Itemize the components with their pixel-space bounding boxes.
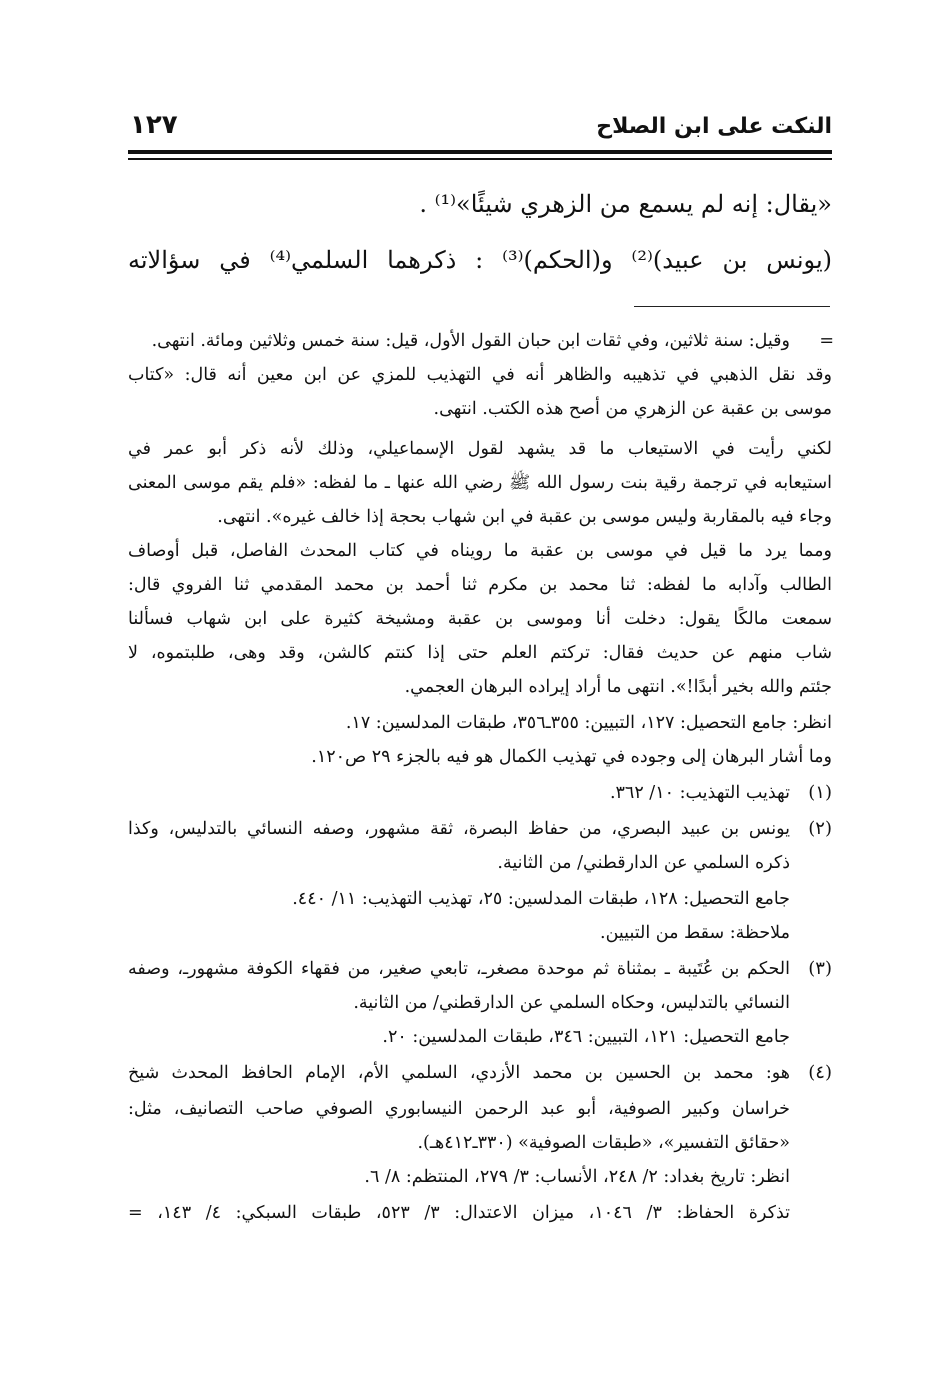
footnote-line: وجاء فيه بالمقاربة وليس موسى بن عقبة في ابن شهاب بحجة إذا خالف غيره». انتهى. [217, 507, 832, 527]
main-text-line: (يونس بن عبيد)⁽²⁾ و(الحكم)⁽³⁾ : ذكرهما السلمي⁽⁴⁾ في سؤالاته [128, 246, 832, 274]
main-text-line: «يقال: إنه لم يسمع من الزهري شيئًا»⁽¹⁾ . [419, 190, 832, 218]
footnote-line: جامع التحصيل: ١٢١، التبيين: ٣٤٦، طبقات المدلسين: ٢٠. [382, 1027, 790, 1047]
page-number: ١٢٧ [130, 110, 178, 140]
footnote-line: ذكره السلمي عن الدارقطني/ من الثانية. [497, 853, 790, 873]
footnote-line: ومما يرد ما قيل في موسى بن عقبة ما رويناه في كتاب المحدث الفاصل، قبل أوصاف [128, 541, 832, 561]
footnote-number: (٤) [808, 1062, 832, 1083]
footnote-line: وقد نقل الذهبي في تذهيبه والظاهر أنه في التهذيب للمزي عن ابن معين أنه قال: «كتاب [128, 365, 832, 385]
footnote-line: لكني رأيت في الاستيعاب ما قد يشهد لقول الإسماعيلي، وذلك لأنه ذكر أبو عمر في [128, 439, 832, 459]
header-rule-thick [128, 150, 832, 154]
footnote-line: «حقائق التفسير»، «طبقات الصوفية» (٣٣٠ـ٤١٢هـ). [417, 1133, 790, 1153]
footnote-line: استيعابه في ترجمة رقية بنت رسول الله ﷺ رضي الله عنها ـ ما لفظه: «فلم يقم موسى المعنى [128, 473, 832, 493]
footnote-line: تذكرة الحفاظ: ٣/ ١٠٤٦، ميزان الاعتدال: ٣/ ٥٢٣، طبقات السبكي: ٤/ ١٤٣، = [128, 1203, 790, 1223]
footnote-line: الطالب وآدابه ما لفظه: ثنا محمد بن مكرم ثنا أحمد بن محمد المقدمي ثنا الفروي قال: [128, 575, 832, 595]
footnote-line: موسى بن عقبة عن الزهري من أصح هذه الكتب. انتهى. [433, 399, 832, 419]
footnote-line: الحكم بن عُتَيبة ـ بمثناة ثم موحدة مصغرـ، تابعي صغير، من فقهاء الكوفة مشهورـ، وصفه [128, 959, 790, 979]
footnote-line: سمعت مالكًا يقول: دخلت أنا وموسى بن عقبة ومشيخة كثيرة على ابن شهاب فسألنا [128, 609, 832, 629]
footnote-line: خراسان وكبير الصوفية، أبو عبد الرحمن النيسابوري الصوفي صاحب التصانيف، مثل: [128, 1099, 790, 1119]
footnote-line: هو: محمد بن الحسين بن محمد الأزدي، السلمي الأم، الإمام الحافظ المحدث شيخ [128, 1063, 790, 1083]
running-header-title: النكت على ابن الصلاح [596, 114, 832, 139]
footnote-line: جئتم والله بخير أبدًا!». انتهى ما أراد إيراده البرهان العجمي. [404, 677, 832, 697]
footnote-line: جامع التحصيل: ١٢٨، طبقات المدلسين: ٢٥، تهذيب التهذيب: ١١/ ٤٤٠. [292, 889, 790, 909]
footnote-separator [634, 306, 830, 307]
footnote-line: انظر: جامع التحصيل: ١٢٧، التبيين: ٣٥٥ـ٣٥٦، طبقات المدلسين: ١٧. [345, 713, 832, 733]
footnote-line: شاب منهم عن حديث فقال: تركتم العلم حتى إذا كنتم كالشن، وقد وهى، طلبتموه، لا [128, 643, 832, 663]
footnote-number: (٢) [808, 818, 832, 839]
footnote-line: وقيل: سنة ثلاثين، وفي ثقات ابن حبان القول الأول، قيل: سنة خمس وثلاثين ومائة. انتهى. [151, 331, 790, 351]
footnote-line: تهذيب التهذيب: ١٠/ ٣٦٢. [609, 783, 790, 803]
footnote-line: انظر: تاريخ بغداد: ٢/ ٢٤٨، الأنساب: ٣/ ٢٧٩، المنتظم: ٨/ ٦. [364, 1167, 790, 1187]
footnote-line: النسائي بالتدليس، وحكاه السلمي عن الدارقطني/ من الثانية. [353, 993, 790, 1013]
continuation-marker: = [819, 331, 834, 351]
footnote-line: وما أشار البرهان إلى وجوده في تهذيب الكمال هو فيه بالجزء ٢٩ ص١٢٠. [311, 747, 832, 767]
footnote-line: يونس بن عبيد البصري، من حفاظ البصرة، ثقة مشهور، وصفه النسائي بالتدليس، وكذا [128, 819, 790, 839]
header-rule-thin [128, 158, 832, 160]
footnote-number: (١) [808, 782, 832, 803]
footnote-number: (٣) [808, 958, 832, 979]
footnote-line: ملاحظة: سقط من التبيين. [600, 923, 790, 943]
